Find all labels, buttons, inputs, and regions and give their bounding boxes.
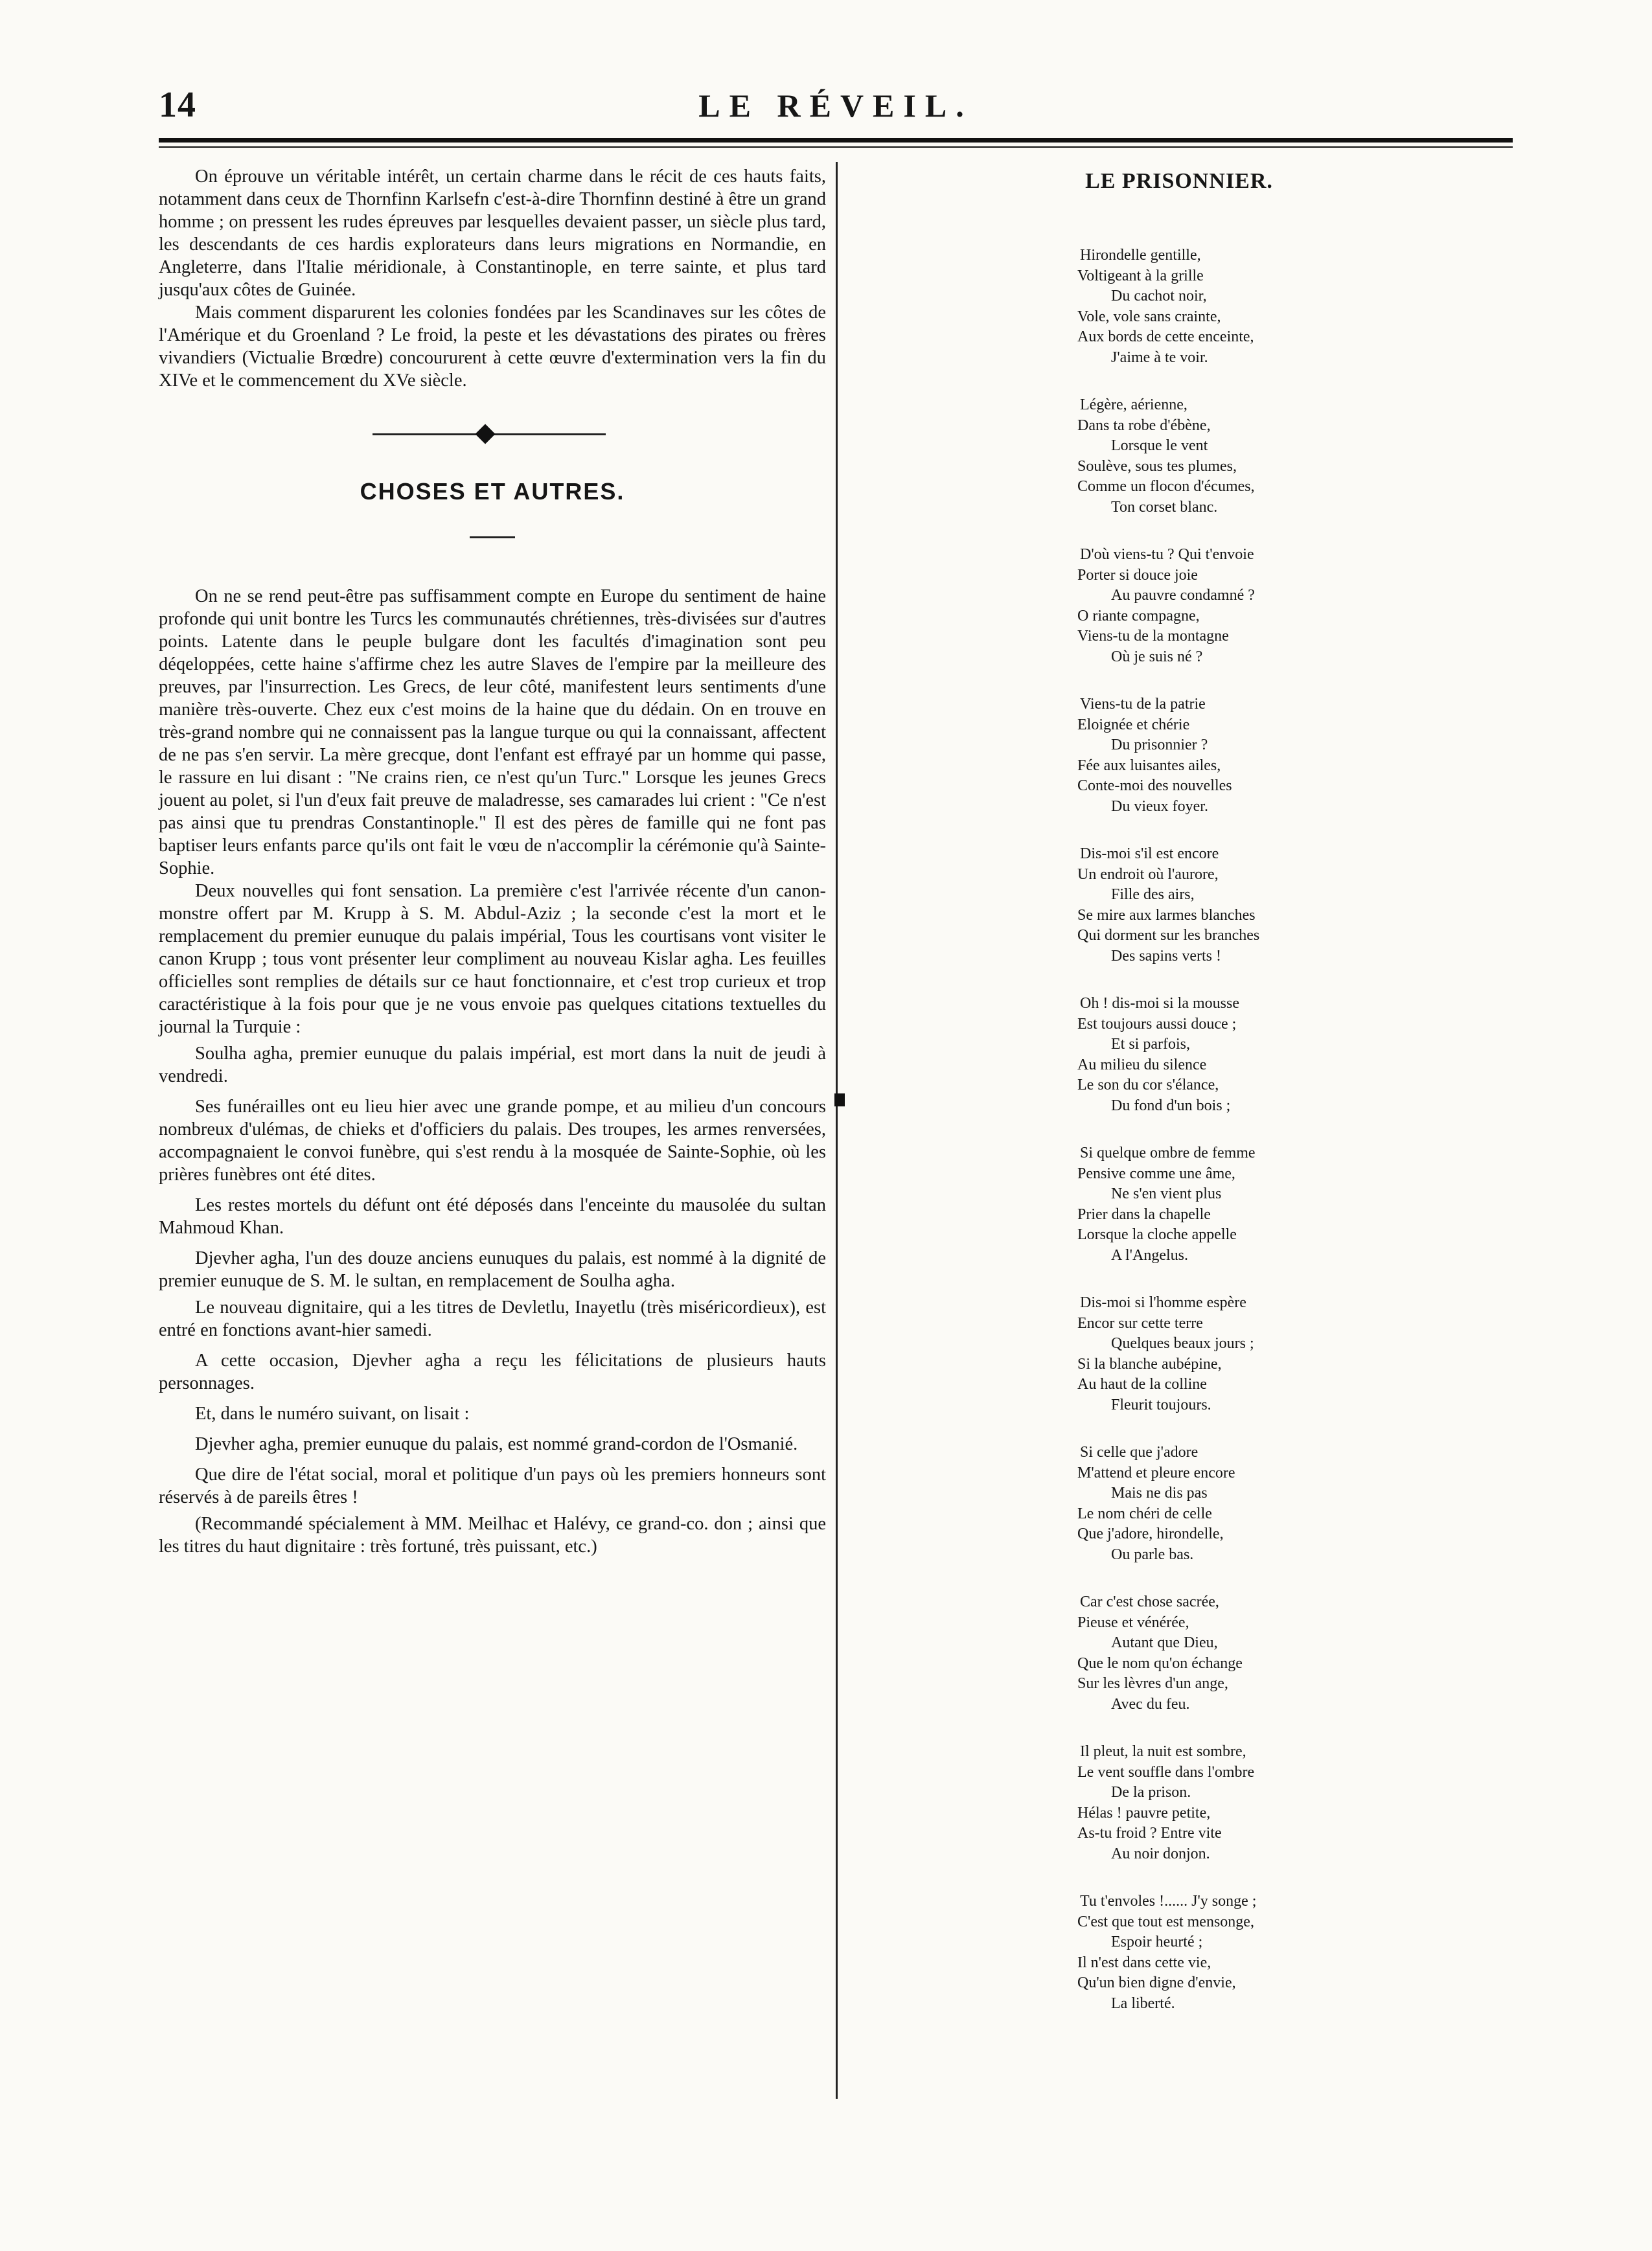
poem-line: Lorsque la cloche appelle — [1077, 1226, 1237, 1243]
poem-line: Espoir heurté ; — [1111, 1934, 1203, 1950]
section-paragraph: Le nouveau dignitaire, qui a les titres de Devletlu, Inayetlu (très miséricordieux), est entré en fonctions avant-hier samedi. — [159, 1297, 826, 1340]
poem-stanza — [1077, 1293, 1513, 1415]
poem-line: Légère, aérienne, — [1080, 396, 1187, 413]
poem-title: LE PRISONNIER. — [1085, 169, 1273, 193]
poem-line: Ne s'en vient plus — [1111, 1185, 1222, 1202]
poem-line: Hirondelle gentille, — [1080, 247, 1201, 264]
poem-line: Fée aux luisantes ailes, — [1077, 757, 1221, 774]
poem-line: Viens-tu de la patrie — [1080, 696, 1206, 713]
section-paragraph: Soulha agha, premier eunuque du palais impérial, est mort dans la nuit de jeudi à vendredi. — [159, 1044, 826, 1086]
poem-stanza — [1077, 395, 1513, 518]
poem-line: Qu'un bien digne d'envie, — [1077, 1974, 1236, 1991]
poem-stanza — [1077, 994, 1513, 1116]
poem-line: Dis-moi si l'homme espère — [1080, 1294, 1246, 1311]
poem-line: Tu t'envoles !...... J'y songe ; — [1080, 1893, 1257, 1910]
poem-line: Au noir donjon. — [1111, 1845, 1210, 1862]
poem-line: Quelques beaux jours ; — [1111, 1335, 1254, 1352]
poem-line: M'attend et pleure encore — [1077, 1464, 1235, 1481]
section-paragraph: Les restes mortels du défunt ont été déposés dans l'enceinte du mausolée du sultan Mahmoud Khan. — [159, 1195, 826, 1238]
poem-line: As-tu froid ? Entre vite — [1077, 1825, 1222, 1842]
poem-line: Il pleut, la nuit est sombre, — [1080, 1743, 1246, 1760]
poem-line: Si celle que j'adore — [1080, 1444, 1199, 1461]
section-paragraph: Djevher agha, l'un des douze anciens eunuques du palais, est nommé à la dignité de premier eunuque de S. M. le sultan, en remplacement de Soulha agha. — [159, 1248, 826, 1291]
poem-line: Il n'est dans cette vie, — [1077, 1954, 1211, 1971]
poem-line: Comme un flocon d'écumes, — [1077, 478, 1255, 495]
poem-line: Oh ! dis-moi si la mousse — [1080, 995, 1239, 1012]
poem-line: Viens-tu de la montagne — [1077, 628, 1229, 645]
poem-line: Du fond d'un bois ; — [1111, 1097, 1231, 1114]
poem-line: Un endroit où l'aurore, — [1077, 865, 1219, 883]
poem-line: Au milieu du silence — [1077, 1056, 1207, 1073]
poem-line: Eloignée et chérie — [1077, 716, 1190, 733]
header-rule-thin — [159, 146, 1513, 148]
poem-line: A l'Angelus. — [1111, 1246, 1188, 1264]
poem-line: Sur les lèvres d'un ange, — [1077, 1675, 1228, 1692]
poem-line: De la prison. — [1111, 1784, 1191, 1801]
poem-line: J'aime à te voir. — [1111, 349, 1208, 366]
poem-line: Qui dorment sur les branches — [1077, 927, 1260, 944]
poem-line: Pieuse et vénérée, — [1077, 1614, 1189, 1631]
column-marker — [834, 1093, 845, 1106]
poem-line: Porter si douce joie — [1077, 566, 1198, 584]
heading-dash — [470, 536, 515, 538]
section-paragraph: (Recommandé spécialement à MM. Meilhac et Halévy, ce grand-co. don ; ainsi que les titres du haut dignitaire : très fortuné, très puissant, etc.) — [159, 1514, 826, 1557]
poem-line: O riante compagne, — [1077, 607, 1200, 624]
poem-line: Si la blanche aubépine, — [1077, 1355, 1222, 1373]
poem — [1077, 246, 1513, 2014]
section-paragraph: A cette occasion, Djevher agha a reçu les félicitations de plusieurs hauts personnages. — [159, 1351, 826, 1393]
poem-stanza — [1077, 246, 1513, 368]
poem-stanza — [1077, 1891, 1513, 2014]
section-paragraph: On ne se rend peut-être pas suffisamment compte en Europe du sentiment de haine profonde qui unit bontre les Turcs les communautés chrétiennes, très-divisées sur d'autres points. Latente dans le peuple bulgare dont les facultés d'imagination sont peu déqeloppées, cette haine s'affirme chez les autre Slaves de l'empire par la meilleure des preuves, par l'insurrection. Les Grecs, de leur côté, manifestent leurs sentiments d'une manière très-ouverte. Chez eux c'est moins de la haine que du dédain. On en trouve en très-grand nombre qui ne connaissent pas la langue turque ou qui la connaissant, affectent de ne pas s'en servir. La mère grecque, dont l'enfant est effrayé par un homme qui passe, le rassure en lui disant : "Ne crains rien, ce n'est qu'un Turc." Lorsque les jeunes Grecs jouent au polet, si l'un d'eux fait preuve de maladresse, ses camarades lui crient : "Ce n'est pas ainsi que tu prendras Constantinople." Il est des pères de famille qui ne font pas baptiser leurs enfants parce qu'ils ont fait le vœu de n'accomplir la cérémonie qu'à Sainte-Sophie. — [159, 586, 826, 878]
poem-line: Soulève, sous tes plumes, — [1077, 457, 1237, 475]
header-rule — [159, 138, 1513, 143]
poem-line: Prier dans la chapelle — [1077, 1205, 1211, 1223]
poem-line: Hélas ! pauvre petite, — [1077, 1804, 1211, 1822]
poem-line: Au haut de la colline — [1077, 1376, 1207, 1393]
poem-line: Dans ta robe d'ébène, — [1077, 417, 1211, 434]
poem-line: Dis-moi s'il est encore — [1080, 845, 1219, 862]
poem-line: Ton corset blanc. — [1111, 498, 1218, 516]
article-paragraph: Mais comment disparurent les colonies fondées par les Scandinaves sur les côtes de l'Amérique et du Groenland ? Le froid, la peste et les dévastations des pirates ou frères vivandiers (Victualie Brœdre) concoururent à cette œuvre d'extermination vers la fin du XIVe et le commencement du XVe siècle. — [159, 303, 826, 391]
poem-line: Lorsque le vent — [1111, 437, 1208, 454]
poem-line: Pensive comme une âme, — [1077, 1165, 1235, 1182]
newspaper-title: LE RÉVEIL. — [698, 87, 973, 124]
poem-line: Le son du cor s'élance, — [1077, 1077, 1219, 1093]
poem-line: Du vieux foyer. — [1111, 797, 1208, 815]
poem-line: Avec du feu. — [1111, 1695, 1190, 1713]
left-column — [159, 165, 826, 1558]
poem-stanza — [1077, 694, 1513, 817]
poem-line: Mais ne dis pas — [1111, 1485, 1208, 1502]
poem-line: Le vent souffle dans l'ombre — [1077, 1763, 1255, 1781]
poem-line: La liberté. — [1111, 1994, 1175, 2012]
poem-line: Que le nom qu'on échange — [1077, 1654, 1243, 1672]
poem-line: Conte-moi des nouvelles — [1077, 777, 1232, 794]
section-ornament — [159, 420, 826, 446]
poem-line: C'est que tout est mensonge, — [1077, 1913, 1254, 1930]
section-paragraph: Deux nouvelles qui font sensation. La première c'est l'arrivée récente d'un canon-monstre offert par M. Krupp à S. M. Abdul-Aziz ; la seconde c'est la mort et le remplacement du premier eunuque du palais impérial, Tous les courtisans vont visiter le canon Krupp ; tous vont présenter leur compliment au nouveau Kislar agha. Les feuilles officielles sont remplies de détails sur ce haut fonctionnaire, et c'est trop curieux et trop caractéristique à la fois pour que je ne vous envoie pas quelques citations textuelles du journal la Turquie : — [159, 881, 826, 1037]
column-divider — [836, 162, 838, 2099]
poem-line: Encor sur cette terre — [1077, 1314, 1203, 1332]
section-paragraph: Ses funérailles ont eu lieu hier avec une grande pompe, et au milieu d'un concours nombreux d'ulémas, de chieks et d'officiers du palais. Des troupes, les armes renversées, accompagnaient le convoi funèbre, qui s'est rendu à la mosquée de Sainte-Sophie, où les prières funèbres ont été dites. — [159, 1097, 826, 1185]
poem-stanza — [1077, 1443, 1513, 1565]
poem-line: Fleurit toujours. — [1111, 1396, 1211, 1413]
poem-line: Si quelque ombre de femme — [1080, 1145, 1256, 1161]
page-number: 14 — [159, 85, 196, 125]
poem-stanza — [1077, 1592, 1513, 1715]
poem-stanza — [1077, 844, 1513, 966]
poem-line: Et si parfois, — [1111, 1036, 1190, 1053]
poem-line: Au pauvre condamné ? — [1111, 587, 1255, 604]
poem-stanza — [1077, 1143, 1513, 1266]
section-heading: CHOSES ET AUTRES. — [360, 478, 625, 505]
poem-line: Des sapins verts ! — [1111, 947, 1221, 965]
poem-line: D'où viens-tu ? Qui t'envoie — [1080, 546, 1254, 563]
poem-stanza — [1077, 545, 1513, 667]
section-paragraph: Et, dans le numéro suivant, on lisait : — [195, 1404, 470, 1424]
poem-line: Ou parle bas. — [1111, 1546, 1194, 1563]
poem-line: Le nom chéri de celle — [1077, 1505, 1212, 1522]
poem-line: Est toujours aussi douce ; — [1077, 1015, 1237, 1033]
article-paragraph: On éprouve un véritable intérêt, un certain charme dans le récit de ces hauts faits, notamment dans ceux de Thornfinn Karlsefn c'est-à-dire Thornfinn destiné à être un grand homme ; on pressent les rudes épreuves par lesquelles devaient passer, un siècle plus tard, les descendants de ces hardis explorateurs dans leurs migrations en Normandie, en Angleterre, dans l'Italie méridionale, à Constantinople, en terre sainte, et plus tard jusqu'aux côtes de Guinée. — [159, 166, 826, 300]
section-paragraph: Djevher agha, premier eunuque du palais, est nommé grand-cordon de l'Osmanié. — [195, 1434, 798, 1454]
poem-line: Où je suis né ? — [1111, 648, 1203, 665]
right-column — [845, 165, 1513, 2041]
poem-line: Du cachot noir, — [1111, 288, 1207, 304]
poem-line: Autant que Dieu, — [1111, 1634, 1218, 1651]
ornament-diamond-icon — [475, 424, 495, 444]
poem-line: Fille des airs, — [1111, 886, 1195, 903]
poem-line: Du prisonnier ? — [1111, 737, 1208, 753]
poem-line: Voltigeant à la grille — [1077, 267, 1204, 284]
section-paragraph: Que dire de l'état social, moral et politique d'un pays où les premiers honneurs sont réservés à de pareils êtres ! — [159, 1465, 826, 1507]
poem-line: Se mire aux larmes blanches — [1077, 906, 1256, 924]
poem-line: Que j'adore, hirondelle, — [1077, 1525, 1224, 1542]
poem-line: Car c'est chose sacrée, — [1080, 1594, 1219, 1610]
poem-line: Vole, vole sans crainte, — [1077, 308, 1221, 325]
poem-line: Aux bords de cette enceinte, — [1077, 328, 1254, 345]
poem-stanza — [1077, 1742, 1513, 1864]
